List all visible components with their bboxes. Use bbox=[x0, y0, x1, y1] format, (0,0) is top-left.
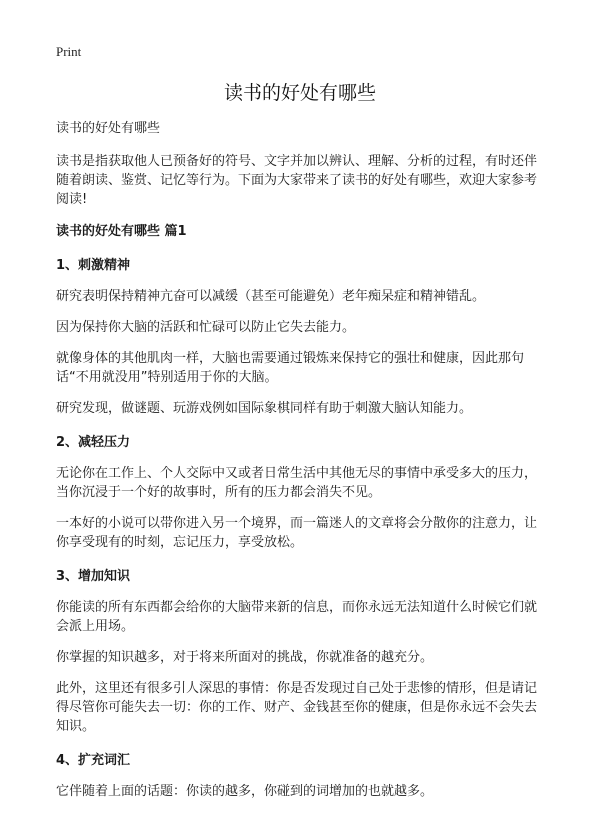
item-heading: 4、扩充词汇 bbox=[56, 753, 131, 768]
item-paragraph: 因为保持你大脑的活跃和忙碌可以防止它失去能力。 bbox=[56, 320, 356, 335]
article-item-4 bbox=[56, 752, 546, 801]
item-paragraph: 一本好的小说可以带你进入另一个境界，而一篇迷人的文章将会分散你的注意力，让你享受现有的时刻，忘记压力，享受放松。 bbox=[56, 516, 538, 550]
page-title: 读书的好处有哪些 bbox=[223, 82, 376, 104]
item-paragraph: 无论你在工作上、个人交际中又或者日常生活中其他无尽的事情中承受多大的压力，当你沉浸于一个好的故事时，所有的压力都会消失不见。 bbox=[56, 466, 538, 500]
item-heading: 1、刺激精神 bbox=[56, 258, 131, 273]
section-heading: 读书的好处有哪些 篇1 bbox=[56, 224, 187, 239]
item-heading: 3、增加知识 bbox=[56, 569, 131, 584]
item-paragraph: 研究表明保持精神亢奋可以减缓（甚至可能避免）老年痴呆症和精神错乱。 bbox=[56, 289, 486, 304]
item-paragraph: 就像身体的其他肌肉一样，大脑也需要通过锻炼来保持它的强壮和健康，因此那句话“不用就没用”特别适用于你的大脑。 bbox=[56, 351, 525, 385]
intro-paragraph: 读书是指获取他人已预备好的符号、文字并加以辨认、理解、分析的过程，有时还伴随着朗读、鉴赏、记忆等行为。下面为大家带来了读书的好处有哪些，欢迎大家参考阅读! bbox=[56, 154, 538, 207]
intro-subtitle: 读书的好处有哪些 bbox=[56, 121, 161, 136]
item-paragraph: 它伴随着上面的话题：你读的越多，你碰到的词增加的也就越多。 bbox=[56, 784, 434, 799]
article-item-1 bbox=[56, 257, 546, 418]
article-item-2 bbox=[56, 434, 546, 552]
document-body bbox=[56, 120, 546, 813]
print-label: Print bbox=[56, 44, 82, 59]
item-paragraph: 你能读的所有东西都会给你的大脑带来新的信息，而你永远无法知道什么时候它们就会派上用场。 bbox=[56, 600, 538, 634]
item-paragraph: 此外，这里还有很多引人深思的事情：你是否发现过自己处于悲惨的情形，但是请记得尽管你可能失去一切：你的工作、财产、金钱甚至你的健康，但是你永远不会失去知识。 bbox=[56, 681, 538, 734]
article-item-3 bbox=[56, 568, 546, 736]
item-paragraph: 研究发现，做谜题、玩游戏例如国际象棋同样有助于刺激大脑认知能力。 bbox=[56, 401, 473, 416]
item-heading: 2、减轻压力 bbox=[56, 435, 131, 450]
item-paragraph: 你掌握的知识越多，对于将来所面对的挑战，你就准备的越充分。 bbox=[56, 650, 434, 665]
